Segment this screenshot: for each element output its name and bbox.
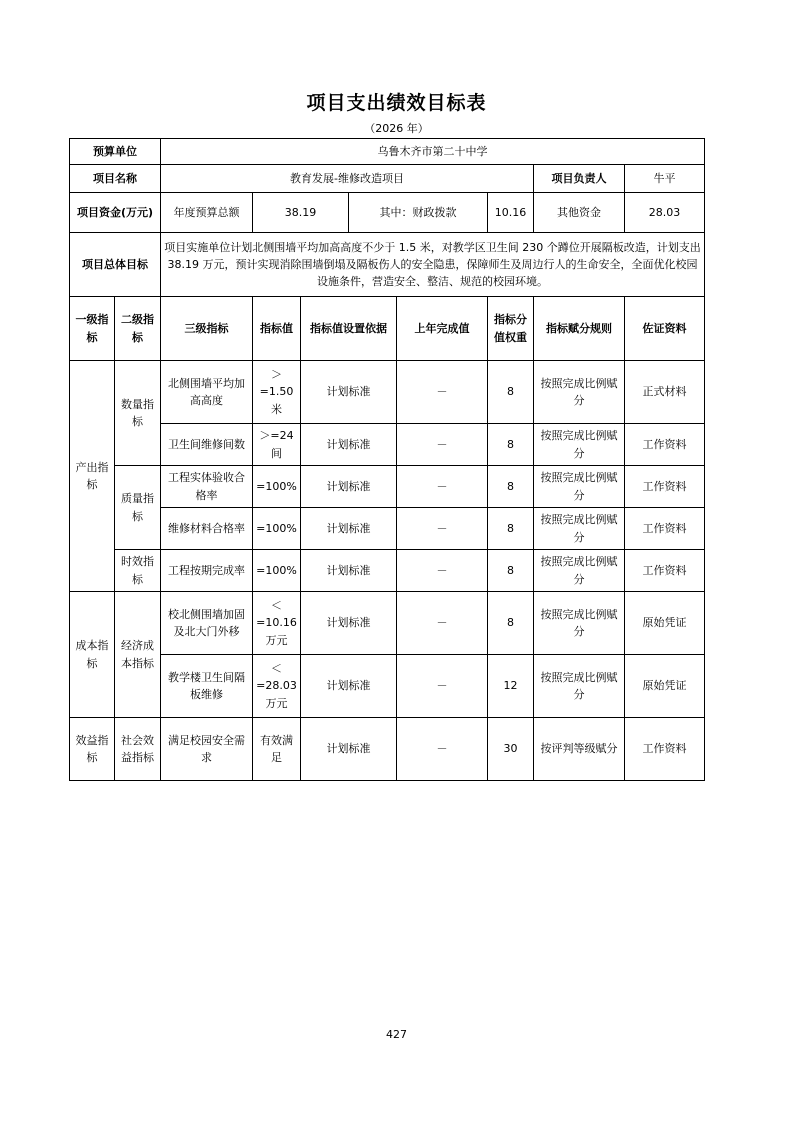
- annual-total-label: 年度预算总额: [161, 193, 253, 233]
- table-row: [70, 592, 705, 655]
- project-leader-label: 项目负责人: [534, 165, 625, 193]
- weight-value: 8: [488, 592, 534, 655]
- indicator-basis: 计划标准: [301, 361, 397, 424]
- header-level1: 一级指标: [70, 297, 115, 361]
- prev-value: －: [397, 361, 488, 424]
- other-funds-value: 28.03: [625, 193, 705, 233]
- table-row: [70, 718, 705, 781]
- prev-value: －: [397, 718, 488, 781]
- header-level3: 三级指标: [161, 297, 253, 361]
- project-name-value: 教育发展-维修改造项目: [161, 165, 534, 193]
- budget-unit-label: 预算单位: [70, 139, 161, 165]
- indicator-value: ＞=1.50米: [253, 361, 301, 424]
- overall-goal-row: [70, 233, 705, 297]
- project-funds-row: [70, 193, 705, 233]
- table-row: [70, 508, 705, 550]
- table-row: [70, 424, 705, 466]
- scoring-rule: 按照完成比例赋分: [534, 508, 625, 550]
- weight-value: 8: [488, 508, 534, 550]
- evidence-value: 正式材料: [625, 361, 705, 424]
- scoring-rule: 按评判等级赋分: [534, 718, 625, 781]
- weight-value: 12: [488, 655, 534, 718]
- header-rule: 指标赋分规则: [534, 297, 625, 361]
- header-prev: 上年完成值: [397, 297, 488, 361]
- prev-value: －: [397, 550, 488, 592]
- indicator-value: =100%: [253, 466, 301, 508]
- budget-unit-row: [70, 139, 705, 165]
- overall-goal-text: 项目实施单位计划北侧围墙平均加高高度不少于 1.5 米，对教学区卫生间 230 个蹲位开展隔板改造，计划支出 38.19 万元，预计实现消除围墙倒塌及隔板伤人的安全隐患，保障师生及周边行人的生命安全，全面优化校园设施条件，营造安全、整洁、规范的校园环境。: [161, 233, 705, 297]
- evidence-value: 工作资料: [625, 718, 705, 781]
- indicator-basis: 计划标准: [301, 424, 397, 466]
- level2-social-benefit: 社会效益指标: [115, 718, 161, 781]
- page-number: 427: [386, 1028, 407, 1041]
- indicator-basis: 计划标准: [301, 466, 397, 508]
- project-name-row: [70, 165, 705, 193]
- indicator-value: =100%: [253, 508, 301, 550]
- table-row: [70, 655, 705, 718]
- level1-benefit: 效益指标: [70, 718, 115, 781]
- project-name-label: 项目名称: [70, 165, 161, 193]
- indicator-value: ＜=28.03万元: [253, 655, 301, 718]
- level3-cell: 校北侧围墙加固及北大门外移: [161, 592, 253, 655]
- indicator-value: 有效满足: [253, 718, 301, 781]
- evidence-value: 工作资料: [625, 424, 705, 466]
- evidence-value: 工作资料: [625, 550, 705, 592]
- scoring-rule: 按照完成比例赋分: [534, 424, 625, 466]
- indicator-basis: 计划标准: [301, 592, 397, 655]
- fiscal-funds-value: 10.16: [488, 193, 534, 233]
- performance-target-table: [69, 138, 705, 781]
- level1-cost: 成本指标: [70, 592, 115, 718]
- table-row: [70, 361, 705, 424]
- prev-value: －: [397, 655, 488, 718]
- scoring-rule: 按照完成比例赋分: [534, 592, 625, 655]
- indicator-value: ＜=10.16万元: [253, 592, 301, 655]
- indicator-basis: 计划标准: [301, 655, 397, 718]
- fiscal-funds-label: 其中：财政拨款: [349, 193, 488, 233]
- indicator-header-row: [70, 297, 705, 361]
- indicator-value: =100%: [253, 550, 301, 592]
- prev-value: －: [397, 424, 488, 466]
- prev-value: －: [397, 466, 488, 508]
- table-row: [70, 550, 705, 592]
- header-level2: 二级指标: [115, 297, 161, 361]
- evidence-value: 工作资料: [625, 466, 705, 508]
- project-leader-value: 牛平: [625, 165, 705, 193]
- header-weight: 指标分值权重: [488, 297, 534, 361]
- level3-cell: 维修材料合格率: [161, 508, 253, 550]
- scoring-rule: 按照完成比例赋分: [534, 550, 625, 592]
- level2-economic-cost: 经济成本指标: [115, 592, 161, 718]
- year-label: （2026 年）: [364, 122, 429, 135]
- other-funds-label: 其他资金: [534, 193, 625, 233]
- page-title: 项目支出绩效目标表: [306, 92, 487, 114]
- scoring-rule: 按照完成比例赋分: [534, 466, 625, 508]
- evidence-value: 原始凭证: [625, 655, 705, 718]
- scoring-rule: 按照完成比例赋分: [534, 655, 625, 718]
- prev-value: －: [397, 592, 488, 655]
- prev-value: －: [397, 508, 488, 550]
- weight-value: 8: [488, 466, 534, 508]
- level2-quality: 质量指标: [115, 466, 161, 550]
- header-basis: 指标值设置依据: [301, 297, 397, 361]
- level3-cell: 卫生间维修间数: [161, 424, 253, 466]
- level3-cell: 北侧围墙平均加高高度: [161, 361, 253, 424]
- level3-cell: 满足校园安全需求: [161, 718, 253, 781]
- level2-timeliness: 时效指标: [115, 550, 161, 592]
- level3-cell: 教学楼卫生间隔板维修: [161, 655, 253, 718]
- header-evidence: 佐证资料: [625, 297, 705, 361]
- weight-value: 8: [488, 424, 534, 466]
- header-value: 指标值: [253, 297, 301, 361]
- indicator-basis: 计划标准: [301, 550, 397, 592]
- weight-value: 8: [488, 361, 534, 424]
- indicator-basis: 计划标准: [301, 508, 397, 550]
- scoring-rule: 按照完成比例赋分: [534, 361, 625, 424]
- evidence-value: 原始凭证: [625, 592, 705, 655]
- level3-cell: 工程实体验收合格率: [161, 466, 253, 508]
- table-row: [70, 466, 705, 508]
- level1-output: 产出指标: [70, 361, 115, 592]
- level2-quantity: 数量指标: [115, 361, 161, 466]
- indicator-value: ＞=24间: [253, 424, 301, 466]
- project-funds-label: 项目资金(万元): [70, 193, 161, 233]
- overall-goal-label: 项目总体目标: [70, 233, 161, 297]
- annual-total-value: 38.19: [253, 193, 349, 233]
- weight-value: 8: [488, 550, 534, 592]
- indicator-basis: 计划标准: [301, 718, 397, 781]
- budget-unit-value: 乌鲁木齐市第二十中学: [161, 139, 705, 165]
- weight-value: 30: [488, 718, 534, 781]
- level3-cell: 工程按期完成率: [161, 550, 253, 592]
- evidence-value: 工作资料: [625, 508, 705, 550]
